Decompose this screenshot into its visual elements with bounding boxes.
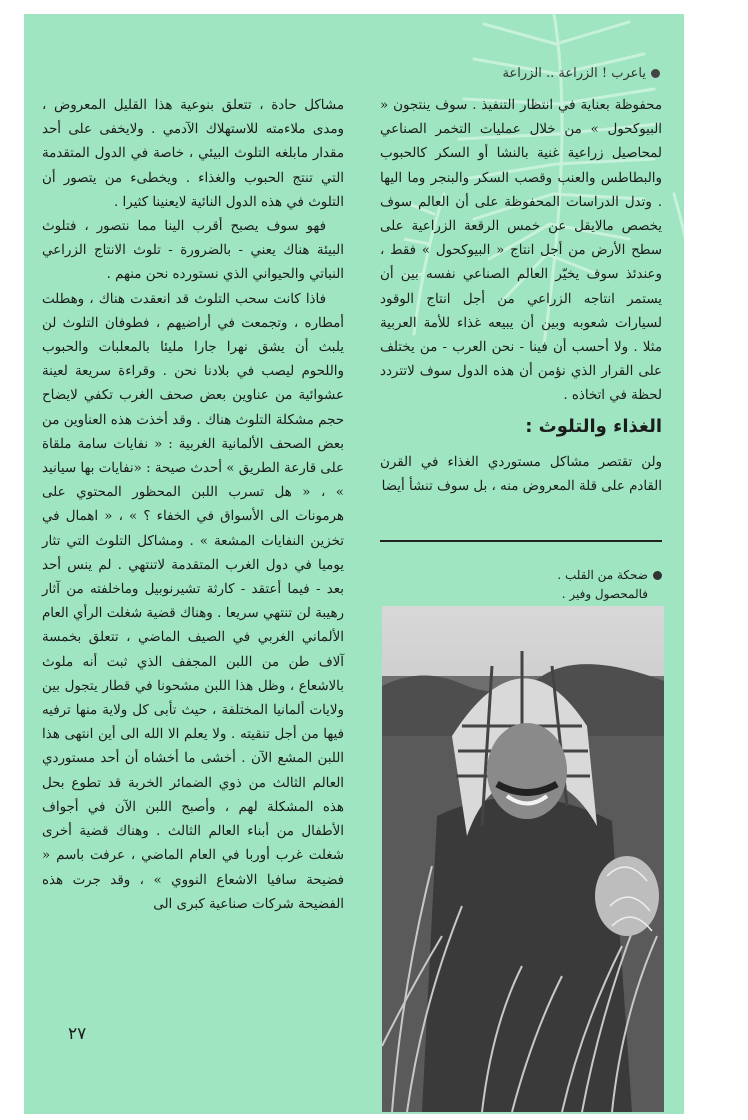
body-paragraph: ولن تقتصر مشاكل مستوردي الغذاء في القرن القادم على قلة المعروض منه ، بل سوف تنشأ أيضا	[380, 454, 662, 495]
right-column	[380, 94, 662, 499]
left-column	[42, 94, 344, 917]
body-paragraph: فاذا كانت سحب التلوث قد انعقدت هناك ، وهطلت أمطاره ، وتجمعت في أراضيهم ، فطوفان التلوث لن يلبث أن يشق نهرا جارا مليئا بالمعلبات والحبوب واللحوم ليصب في بلادنا نحن . وقراءة سريعة لعينة عشوائية من عناوين بعض صحف الغرب تكفي لايضاح حجم مشكلة التلوث هناك . وقد أخذت هذه العناوين من بعض الصحف الألمانية الغربية : « نفايات سامة ملقاة على قارعة الطريق » أحدث صيحة : «نفايات بها سيانيد » ، « هل تسرب اللبن المحظور المحتوي على هرمونات الى الأسواق في الخفاء ؟ » ، « اهمال في تخزين النفايات المشعة » . ومشاكل التلوث التي تثار يوميا في دول الغرب المتقدمة لاتنتهي . لم ينس أحد بعد - فيما أعتقد - كارثة تشيرنوبيل وماخلفته من آثار رهيبة لن تنتهي سريعا . وهناك قضية شغلت الرأي العام الألماني الغربي في الصيف الماضي ، تتعلق بخمسة آلاف طن من اللبن المجفف الذي ثبت أنه ملوث بالاشعاع ، وظل هذا اللبن مشحونا في قطار يتجول بين ولايات ألمانيا المختلفة ، حيث تأبى كل ولاية منها ترفيه فيها من أجل تنقيته . ولا يعلم الا الله الى أين انتهى هذا اللبن المشع الآن . أخشى ما أخشاه أن أحد مستوردي العالم الثالث من ذوي الضمائر الخربة قد تطوع بحل هذه المشكلة لهم ، وأصبح اللبن الآن في أجواف الأطفال من أبناء العالم الثالث . وهناك قضية أخرى شغلت غرب أوربا في العام الماضي ، عرفت باسم « فضيحة سافيا الاشعاع النووي » ، وقد جرت هذه الفضيحة شركات صناعية كبرى الى	[42, 291, 344, 912]
body-paragraph: محفوظة بعناية في انتظار التنفيذ . سوف ينتجون « البيوكحول » من خلال عمليات التخمر الصناعي لمحاصيل زراعية غنية بالنشا أو السكر كالحبوب والبطاطس والعنب وقصب السكر والبنجر وما اليها . وتدل الدراسات المحفوظة على أن العالم سوف يخصص مالايقل عن خمس الرقعة الزراعية على سطح الأرض من أجل انتاج « البيوكحول » فقط ، وعندئذ سوف يخيّر العالم الصناعي نفسه بين أن يستمر انتاجه الزراعي من أجل انتاج الوقود لسيارات شعوبه وبين أن يبيعه غذاء للأمة العربية مثلا . ولا أحسب أن فينا - نحن العرب - من يختلف على القرار الذي نؤمن أن هذه الدول سوف لاتتردد لحظة في اتخاذه .	[380, 98, 662, 404]
photo-caption	[380, 566, 662, 604]
bullet-icon	[651, 69, 660, 78]
section-heading: الغذاء والتلوث :	[525, 415, 662, 437]
body-paragraph: مشاكل حادة ، تتعلق بنوعية هذا القليل المعروض ، ومدى ملاءمته للاستهلاك الآدمي . ولايخفى على أحد مقدار مابلغه التلوث البيئي ، خاصة في الدول المتقدمة التي تنتج الحبوب والغذاء . ويخطىء من يتصور أن التلوث في هذه الدول النائية لايعنينا كثيرا .	[42, 98, 344, 210]
body-paragraph: فهو سوف يصبح أقرب الينا مما نتصور ، فتلوث البيئة هناك يعني - بالضرورة - تلوث الانتاج الزراعي النباتي والحيواني الذي نستورده نحن منهم .	[42, 219, 344, 283]
bullet-icon	[653, 571, 662, 580]
section-header	[503, 66, 661, 81]
caption-line: فالمحصول وفير .	[561, 587, 648, 601]
section-title: ياعرب ! الزراعة .. الزراعة	[502, 66, 646, 81]
page-number: ٢٧	[68, 1024, 87, 1044]
divider	[380, 540, 662, 542]
page	[24, 14, 684, 1114]
farmer-photo	[382, 606, 664, 1112]
caption-line: ضحكة من القلب .	[557, 568, 648, 582]
